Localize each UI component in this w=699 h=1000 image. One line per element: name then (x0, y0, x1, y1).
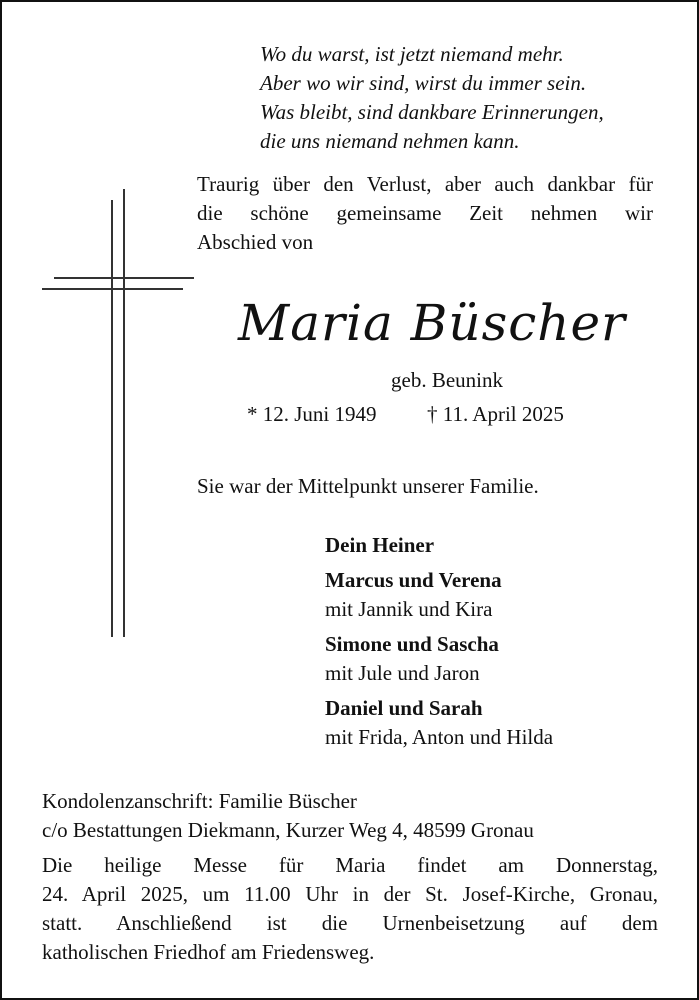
family-children: mit Frida, Anton und Hilda (325, 725, 554, 749)
tribute-line: Sie war der Mittelpunkt unserer Familie. (197, 474, 539, 498)
family-group (325, 531, 553, 560)
poem-line: Wo du warst, ist jetzt niemand mehr. (260, 42, 564, 66)
family-children: mit Jule und Jaron (325, 661, 480, 685)
poem-line: Was bleibt, sind dankbare Erinnerungen, (260, 100, 604, 124)
poem (260, 40, 604, 156)
condolence-line: c/o Bestattungen Diekmann, Kurzer Weg 4, 48599 Gronau (42, 818, 534, 842)
family-children: mit Jannik und Kira (325, 597, 493, 621)
condolence-address (42, 787, 534, 845)
family-group (325, 566, 553, 624)
intro-line: Abschied von (197, 230, 314, 254)
mass-line: katholischen Friedhof am Friedensweg. (42, 940, 375, 964)
mass-info (42, 851, 658, 967)
condolence-line: Kondolenzanschrift: Familie Büscher (42, 789, 357, 813)
family-name: Daniel und Sarah (325, 696, 483, 720)
family-group (325, 630, 553, 688)
intro-text (197, 170, 653, 257)
mass-line: Die heilige Messe für Maria findet am Donnerstag, (42, 853, 658, 877)
birth-date: * 12. Juni 1949 (247, 402, 377, 426)
family-list (325, 531, 553, 758)
poem-line: die uns niemand nehmen kann. (260, 129, 520, 153)
intro-line: die schöne gemeinsame Zeit nehmen wir (197, 201, 653, 225)
family-name: Dein Heiner (325, 533, 435, 557)
deceased-name: Maria Büscher (238, 294, 626, 352)
intro-line: Traurig über den Verlust, aber auch dankbar für (197, 172, 653, 196)
mass-line: statt. Anschließend ist die Urnenbeisetzung auf dem (42, 911, 658, 935)
death-date: † 11. April 2025 (427, 402, 564, 426)
family-name: Simone und Sascha (325, 632, 499, 656)
mass-line: 24. April 2025, um 11.00 Uhr in der St. Josef-Kirche, Gronau, (42, 882, 658, 906)
family-group (325, 694, 553, 752)
maiden-name: geb. Beunink (391, 368, 503, 392)
family-name: Marcus und Verena (325, 568, 502, 592)
poem-line: Aber wo wir sind, wirst du immer sein. (260, 71, 587, 95)
